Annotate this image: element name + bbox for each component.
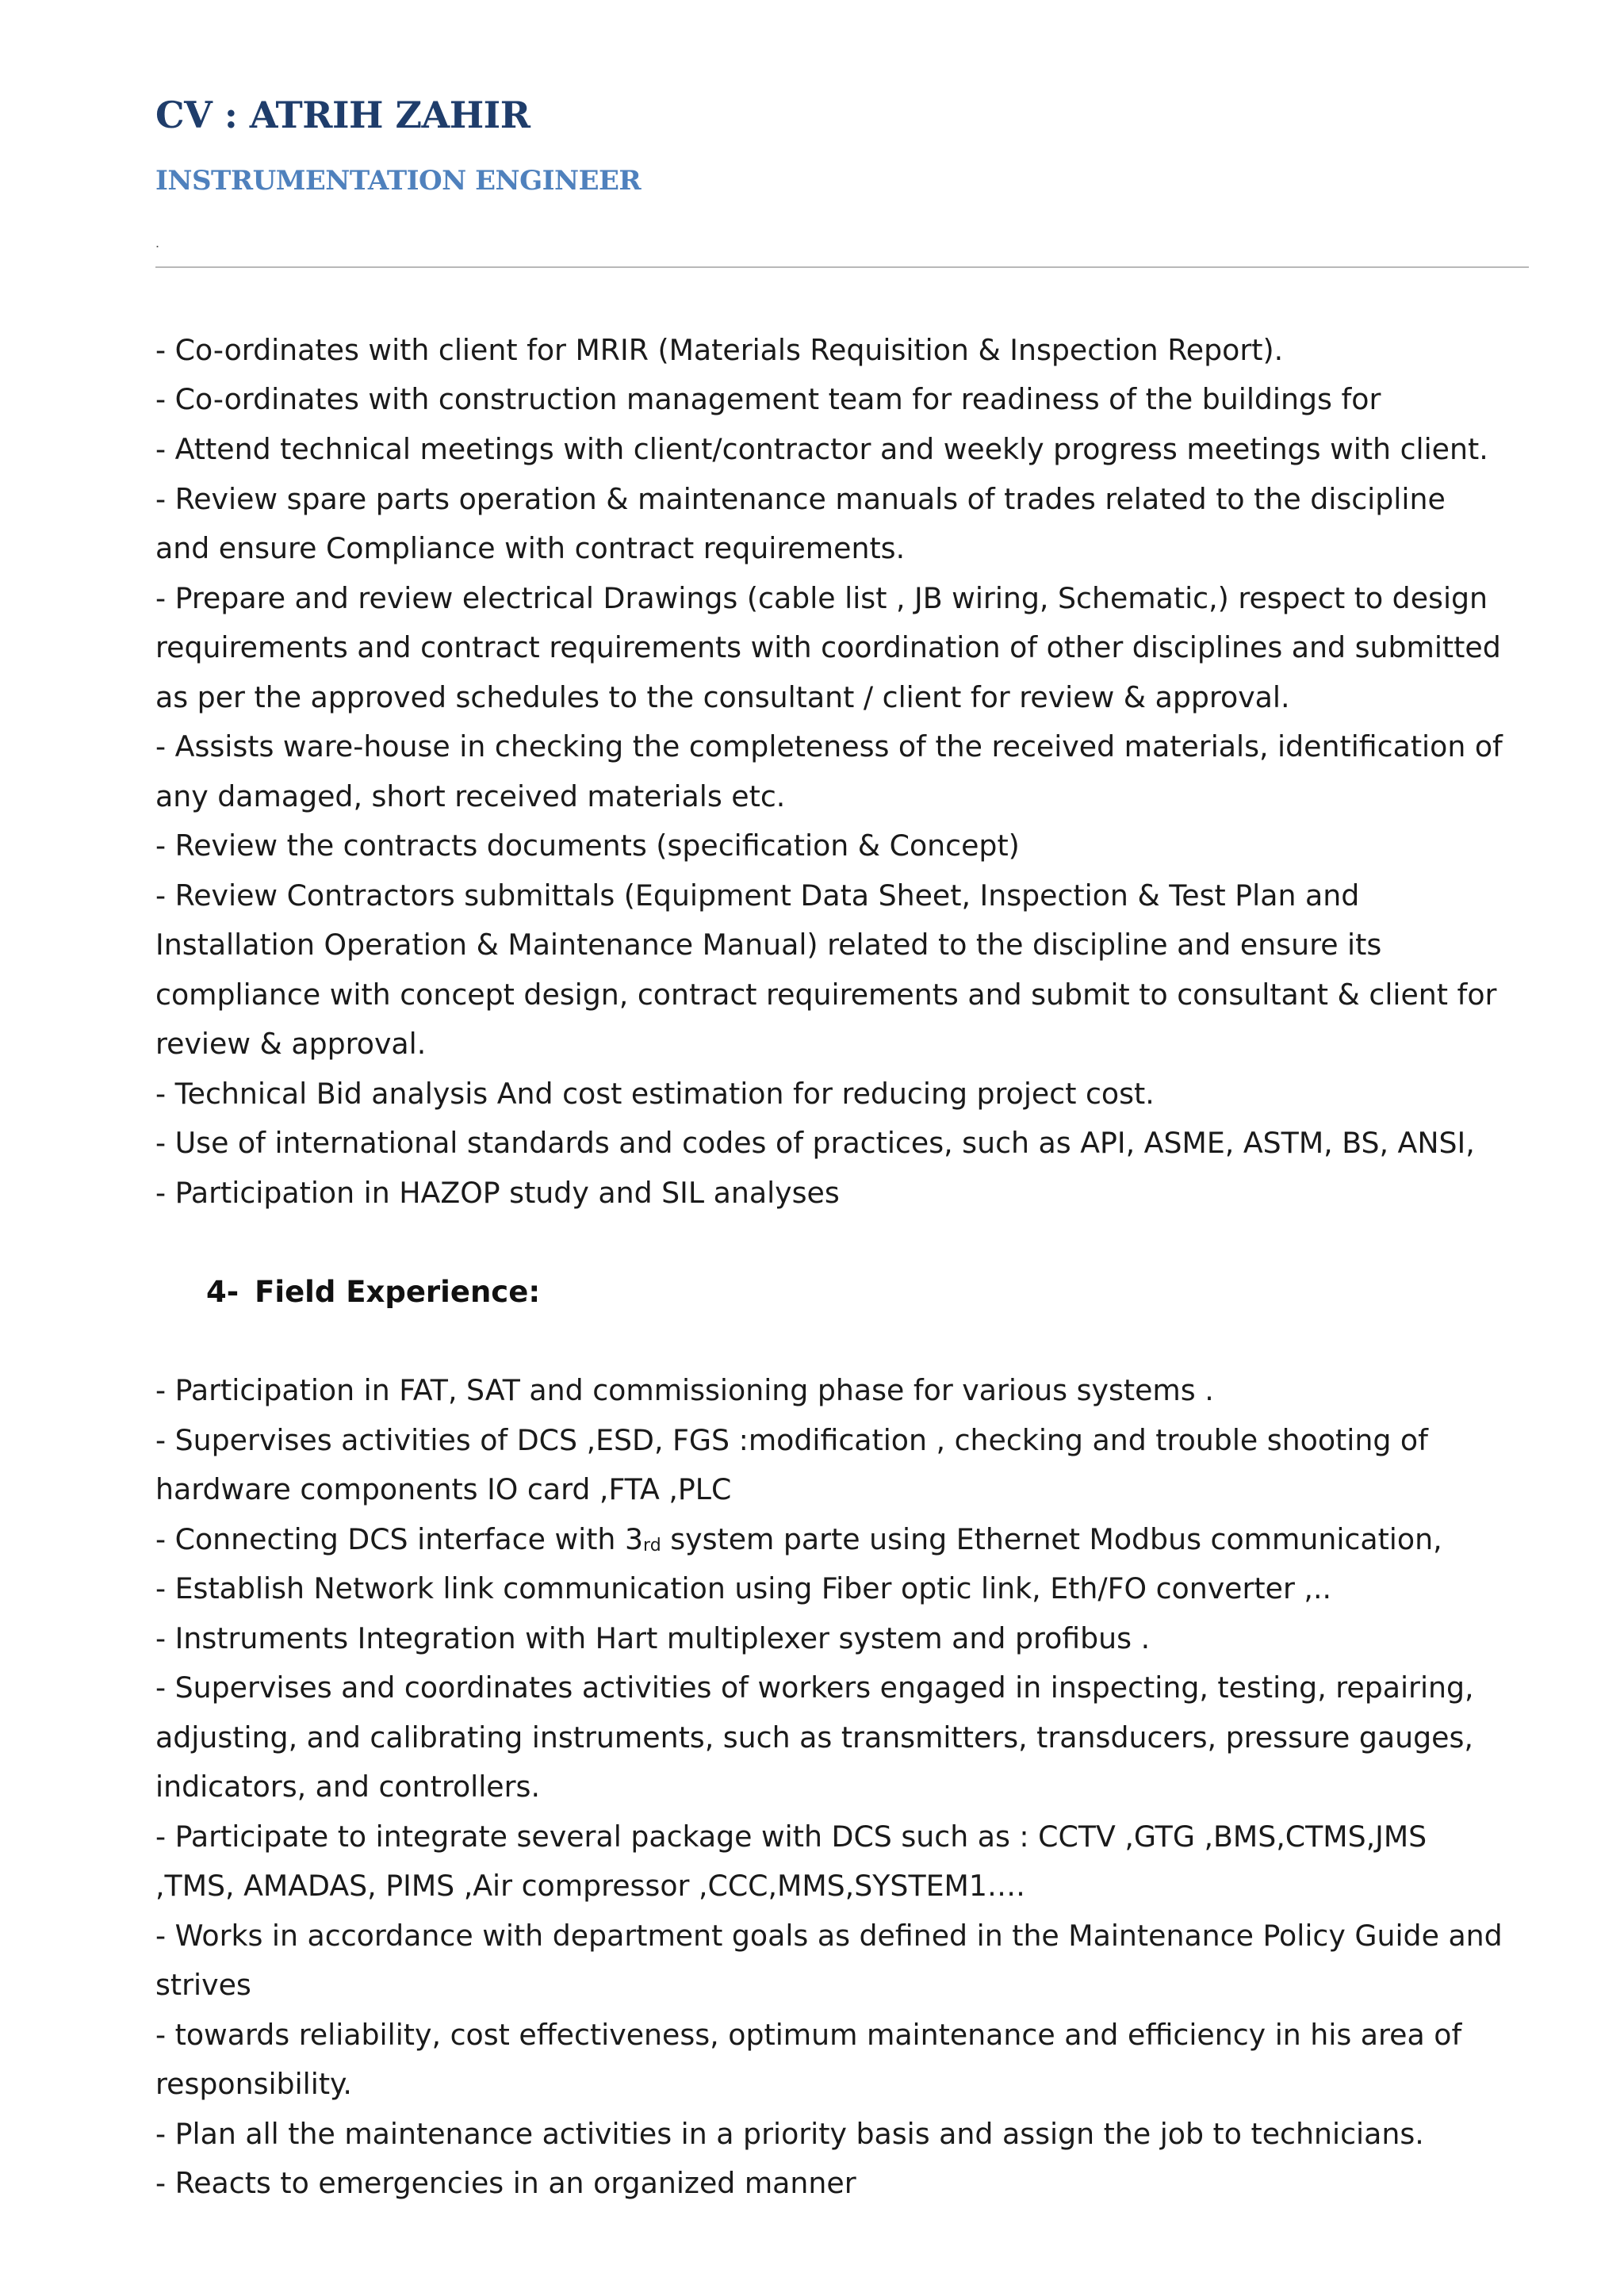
section-title: Field Experience:: [255, 1275, 541, 1309]
job-title: INSTRUMENTATION ENGINEER: [155, 165, 642, 197]
experience-line: [155, 1522, 1551, 1556]
header-divider: [155, 266, 1529, 268]
responsibility-line: requirements and contract requirements with coordination of other disciplines and submitted: [155, 630, 1501, 664]
experience-line: - Works in accordance with department goals as defined in the Maintenance Policy Guide and: [155, 1919, 1503, 1953]
experience-line: - Supervises activities of DCS ,ESD, FGS :modification , checking and trouble shooting of: [155, 1423, 1428, 1457]
responsibility-line: - Participation in HAZOP study and SIL analyses: [155, 1176, 840, 1210]
experience-line: strives: [155, 1968, 251, 2002]
responsibility-line: - Attend technical meetings with client/contractor and weekly progress meetings with client.: [155, 432, 1488, 466]
responsibility-line: - Technical Bid analysis And cost estimation for reducing project cost.: [155, 1077, 1155, 1111]
experience-line: - Reacts to emergencies in an organized manner: [155, 2166, 856, 2200]
experience-line: - Plan all the maintenance activities in a priority basis and assign the job to technicians.: [155, 2117, 1424, 2151]
responsibility-line: Installation Operation & Maintenance Manual) related to the discipline and ensure its: [155, 928, 1382, 962]
experience-line: - Instruments Integration with Hart multiplexer system and profibus .: [155, 1621, 1151, 1655]
experience-line: - Participate to integrate several package with DCS such as : CCTV ,GTG ,BMS,CTMS,JMS: [155, 1820, 1427, 1854]
experience-line: indicators, and controllers.: [155, 1770, 540, 1804]
responsibility-line: and ensure Compliance with contract requirements.: [155, 531, 906, 565]
responsibility-line: - Review spare parts operation & maintenance manuals of trades related to the discipline: [155, 482, 1446, 516]
experience-line: responsibility.: [155, 2067, 352, 2101]
responsibility-line: - Review Contractors submittals (Equipment Data Sheet, Inspection & Test Plan and: [155, 878, 1360, 913]
experience-line: ,TMS, AMADAS, PIMS ,Air compressor ,CCC,MMS,SYSTEM1….: [155, 1869, 1025, 1903]
ordinal-suffix: rd: [643, 1536, 661, 1556]
experience-line: adjusting, and calibrating instruments, such as transmitters, transducers, pressure gauges,: [155, 1720, 1473, 1755]
header-dot: .: [155, 235, 160, 251]
responsibility-line: - Review the contracts documents (specification & Concept): [155, 828, 1020, 863]
responsibility-line: - Co-ordinates with client for MRIR (Materials Requisition & Inspection Report).: [155, 333, 1284, 367]
cv-title: CV : ATRIH ZAHIR: [155, 94, 530, 136]
responsibility-line: compliance with concept design, contract requirements and submit to consultant & client for: [155, 978, 1497, 1012]
responsibility-line: - Co-ordinates with construction management team for readiness of the buildings for: [155, 382, 1381, 416]
section-number: 4-: [206, 1275, 239, 1309]
responsibility-line: - Use of international standards and codes of practices, such as API, ASME, ASTM, BS, ANSI,: [155, 1126, 1475, 1160]
experience-line: - towards reliability, cost effectiveness, optimum maintenance and efficiency in his area of: [155, 2018, 1462, 2052]
section-heading-field-experience: [206, 1277, 540, 1307]
responsibility-line: any damaged, short received materials etc.: [155, 779, 786, 813]
experience-line-text: - Connecting DCS interface with 3: [155, 1522, 644, 1556]
experience-line: - Supervises and coordinates activities of workers engaged in inspecting, testing, repairing,: [155, 1670, 1474, 1705]
responsibility-line: as per the approved schedules to the consultant / client for review & approval.: [155, 680, 1290, 714]
experience-line: - Establish Network link communication using Fiber optic link, Eth/FO converter ,..: [155, 1571, 1332, 1605]
responsibility-line: review & approval.: [155, 1027, 427, 1061]
experience-line-text: system parte using Ethernet Modbus communication,: [661, 1522, 1442, 1556]
experience-line: - Participation in FAT, SAT and commissioning phase for various systems .: [155, 1373, 1214, 1407]
experience-line: hardware components IO card ,FTA ,PLC: [155, 1472, 732, 1506]
responsibility-line: - Assists ware-house in checking the completeness of the received materials, identification of: [155, 729, 1503, 763]
responsibility-line: - Prepare and review electrical Drawings (cable list , JB wiring, Schematic,) respect to design: [155, 581, 1488, 615]
